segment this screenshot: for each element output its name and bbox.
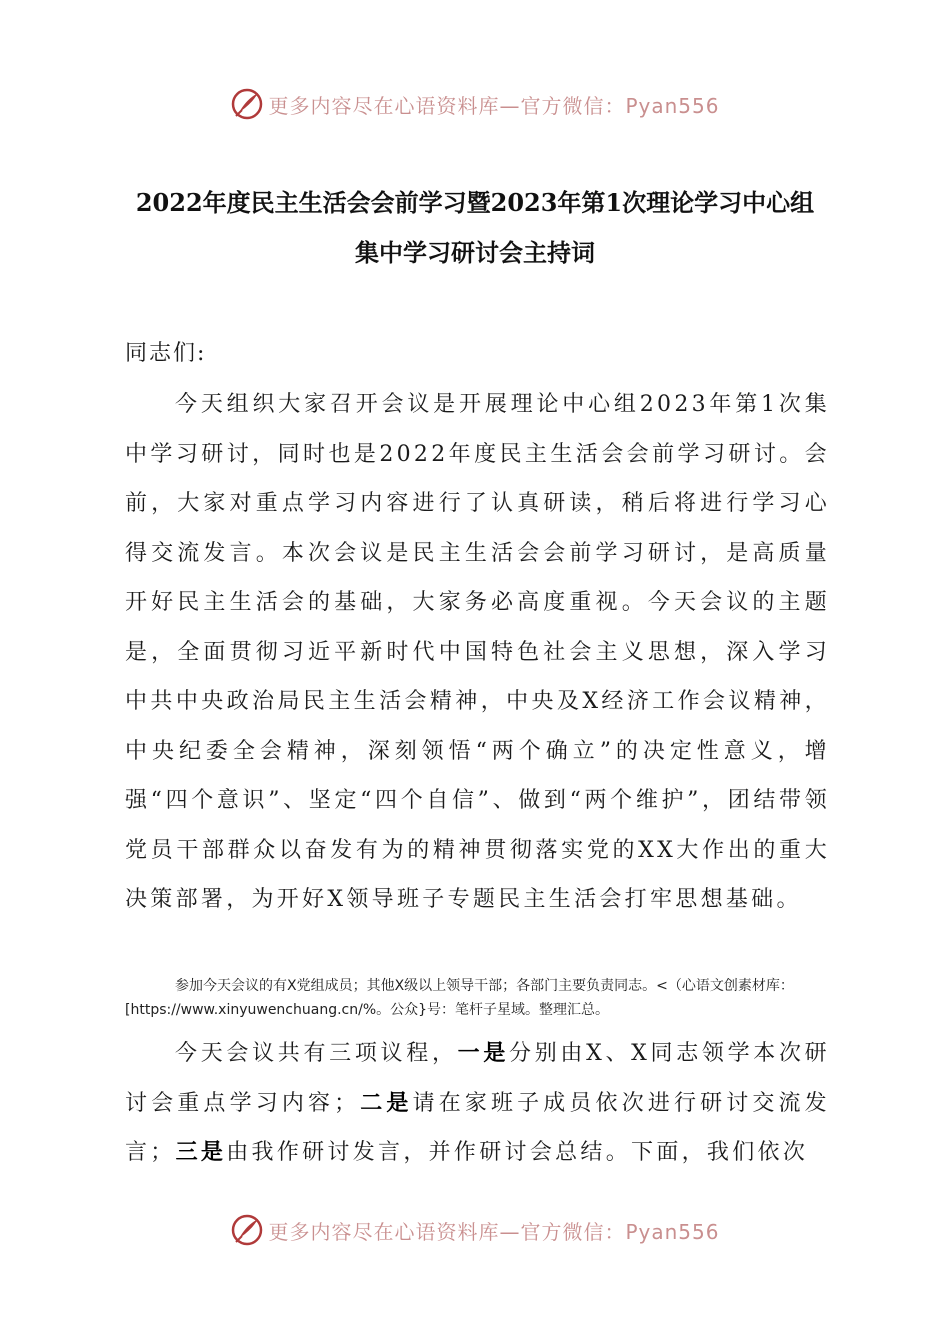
- paragraph-opening: 今天组织大家召开会议是开展理论中心组2023年第1次集中学习研讨，同时也是2022年度民主生活会会前学习研讨。会前，大家对重点学习内容进行了认真研读，稍后将进行学习心得交流发言。本次会议是民主生活会会前学习研讨，是高质量开好民主生活会的基础，大家务必高度重视。今天会议的主题是，全面贯彻习近平新时代中国特色社会主义思想，深入学习中共中央政治局民主生活会精神，中央及X经济工作会议精神，中央纪委全会精神，深刻领悟“两个确立”的决定性意义，增强“四个意识”、坚定“四个自信”、做到“两个维护”，团结带领党员干部群众以奋发有为的精神贯彻落实党的XX大作出的重大决策部署，为开好X领导班子专题民主生活会打牢思想基础。: [125, 392, 830, 912]
- quill-pen-logo-icon: [230, 87, 264, 121]
- agenda-item-2-text: 请在家班子成员依次进行研讨交流发言；: [125, 1090, 830, 1165]
- agenda-lead: 今天会议共有三项议程，: [175, 1041, 458, 1066]
- agenda-item-3-label: 三是: [175, 1139, 227, 1165]
- paragraph-agenda: [125, 1029, 830, 1178]
- watermark-text: 更多内容尽在心语资料库—官方微信：Pyan556: [268, 1219, 720, 1244]
- attendance-note: 参加今天会议的有X党组成员；其他X级以上领导干部；各部门主要负责同志。<（心语文创素材库：[https://www.xinyuwenchuang.cn/%。公众}号：笔杆子星域。整理汇总。: [125, 978, 794, 1018]
- agenda-item-2-label: 二是: [359, 1089, 413, 1116]
- agenda-item-1-text: 分别由X、X同志领学本次研讨会重点学习内容；: [125, 1041, 830, 1116]
- header-watermark: [0, 84, 950, 124]
- greeting: 同志们:: [125, 341, 207, 366]
- title-line-1: 2022年度民主生活会会前学习暨2023年第1次理论学习中心组: [135, 188, 815, 217]
- quill-pen-logo-icon: [230, 1213, 264, 1247]
- document-title: [110, 178, 840, 278]
- title-line-2: 集中学习研讨会主持词: [355, 238, 595, 267]
- agenda-item-1-label: 一是: [457, 1040, 510, 1066]
- agenda-item-3-text: 由我作研讨发言，并作研讨会总结。下面，我们依次: [226, 1140, 809, 1165]
- footer-watermark: [0, 1210, 950, 1250]
- watermark-text: 更多内容尽在心语资料库—官方微信：Pyan556: [268, 93, 720, 118]
